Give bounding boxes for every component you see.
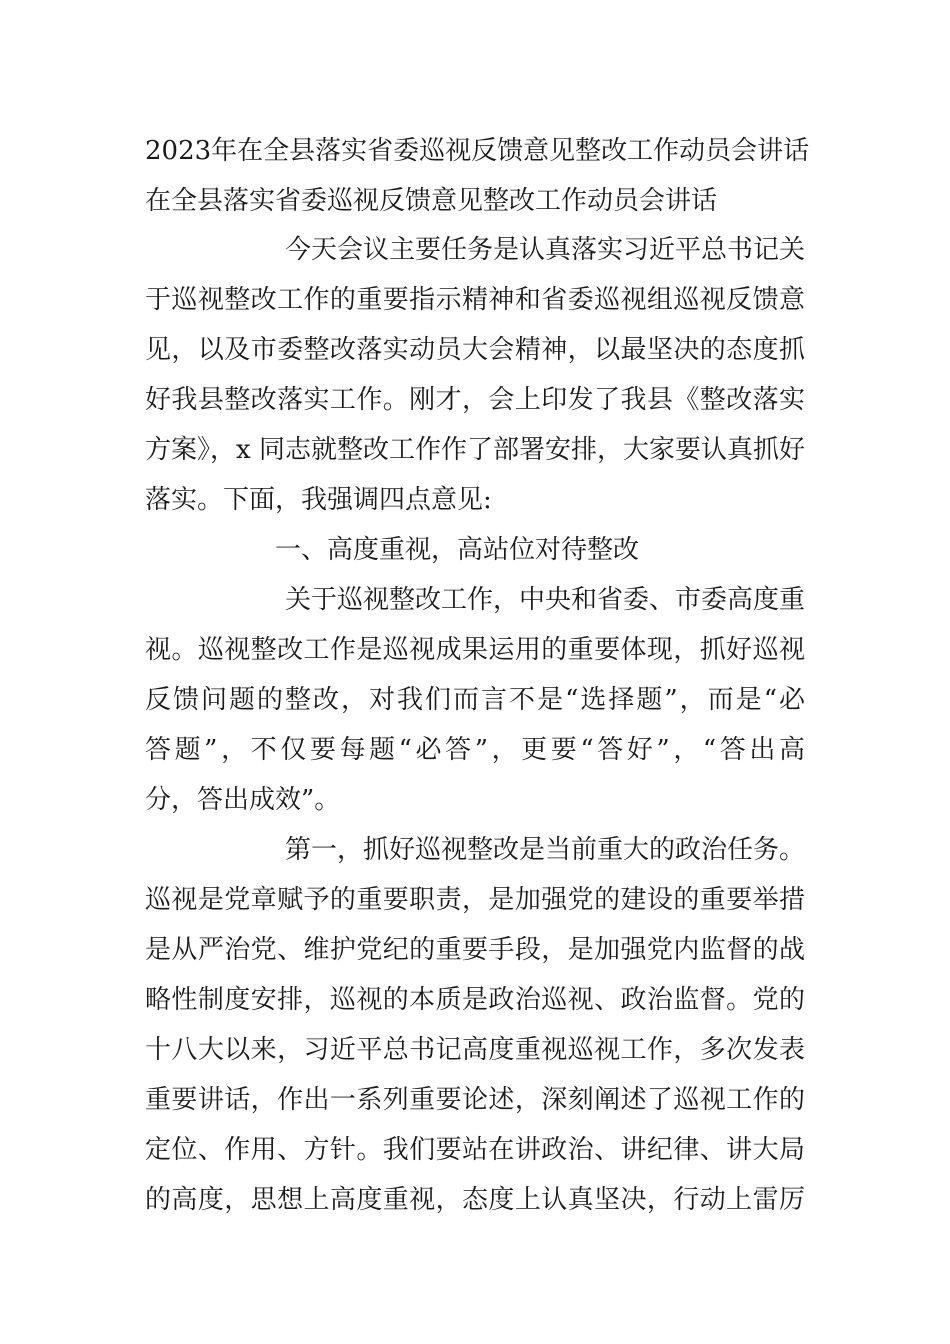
paragraph-line: 分，答出成效”。 — [145, 785, 341, 815]
paragraph-line: 定位、作用、方针。我们要站在讲政治、讲纪律、讲大局 — [145, 1135, 805, 1165]
document-title: 2023年在全县落实省委巡视反馈意见整改工作动员会讲话 — [145, 136, 810, 166]
document-subtitle: 在全县落实省委巡视反馈意见整改工作动员会讲话 — [145, 186, 718, 216]
paragraph-line: 见，以及市委整改落实动员大会精神，以最坚决的态度抓 — [145, 335, 805, 365]
paragraph-line: 今天会议主要任务是认真落实习近平总书记关 — [285, 235, 806, 265]
paragraph-line: 落实。下面，我强调四点意见: — [145, 485, 492, 515]
paragraph-line: 答题”，不仅要每题“必答”，更要“答好”，“答出高 — [145, 735, 805, 765]
paragraph-line: 略性制度安排，巡视的本质是政治巡视、政治监督。党的 — [145, 985, 805, 1015]
section-heading: 一、高度重视，高站位对待整改 — [275, 535, 640, 565]
paragraph-line: 巡视是党章赋予的重要职责，是加强党的建设的重要举措 — [145, 885, 805, 915]
paragraph-line: 关于巡视整改工作，中央和省委、市委高度重 — [285, 585, 806, 615]
paragraph-line: 十八大以来，习近平总书记高度重视巡视工作，多次发表 — [145, 1035, 805, 1065]
paragraph-line: 视。巡视整改工作是巡视成果运用的重要体现，抓好巡视 — [145, 635, 805, 665]
paragraph-line: 反馈问题的整改，对我们而言不是“选择题”，而是“必 — [145, 685, 805, 715]
paragraph-line: 的高度，思想上高度重视，态度上认真坚决，行动上雷厉 — [145, 1185, 805, 1215]
paragraph-line: 是从严治党、维护党纪的重要手段，是加强党内监督的战 — [145, 935, 805, 965]
paragraph-line: 第一，抓好巡视整改是当前重大的政治任务。 — [285, 835, 806, 865]
paragraph-line: 于巡视整改工作的重要指示精神和省委巡视组巡视反馈意 — [145, 285, 805, 315]
paragraph-line: 重要讲话，作出一系列重要论述，深刻阐述了巡视工作的 — [145, 1085, 805, 1115]
paragraph-line: 方案》，x 同志就整改工作作了部署安排，大家要认真抓好 — [145, 435, 805, 465]
paragraph-line: 好我县整改落实工作。刚才，会上印发了我县《整改落实 — [145, 385, 805, 415]
